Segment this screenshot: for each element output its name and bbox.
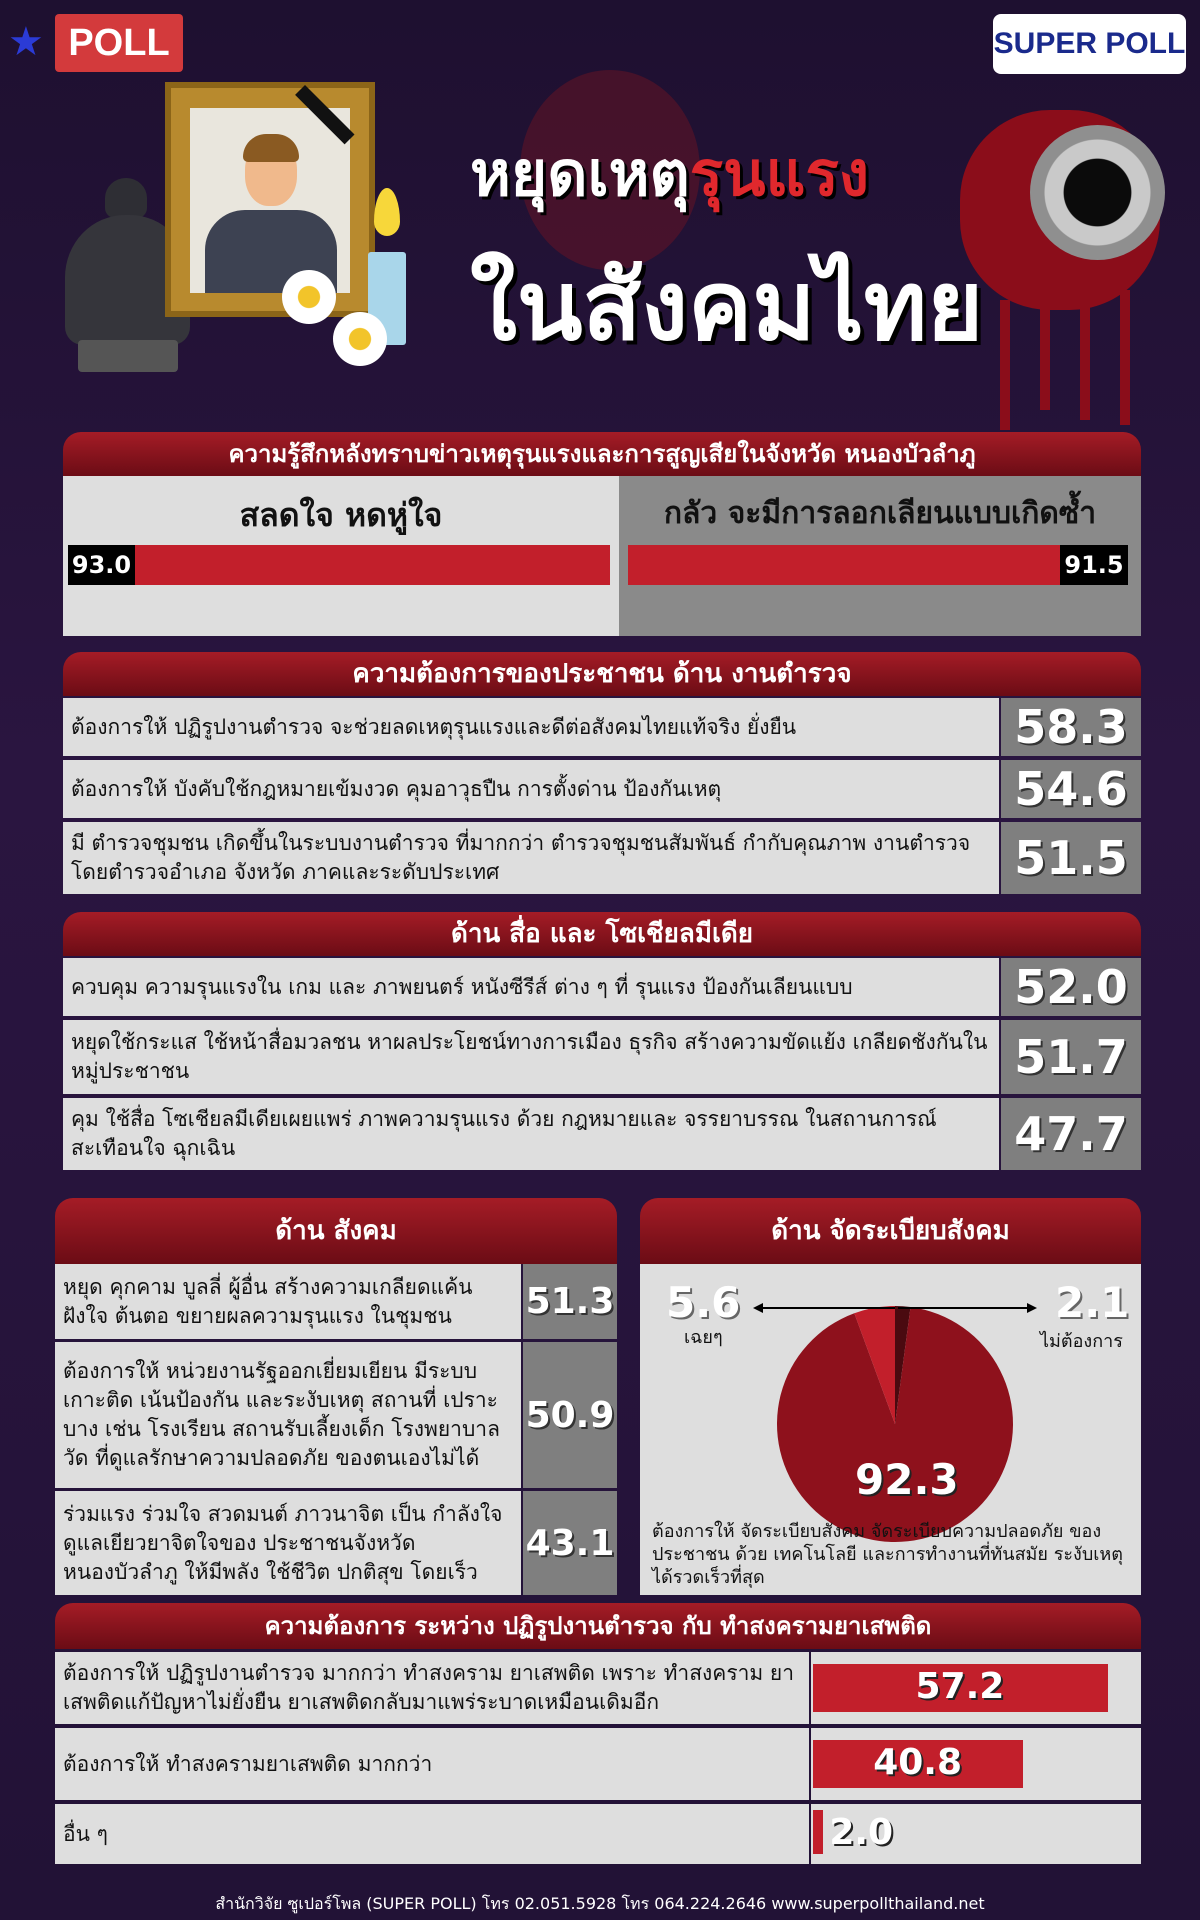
media-row: หยุดใช้กระแส ใช้หน้าสื่อมวลชน หาผลประโยชน์ทางการเมือง ธุรกิจ สร้างความขัดแย้ง เกลียดชังกันในหมู่ประชาชน	[63, 1020, 999, 1094]
society-row: ร่วมแรง ร่วมใจ สวดมนต์ ภาวนาจิต เป็น กำลังใจ ดูแลเยียวยาจิตใจของ ประชาชนจังหวัด หนองบัวลำภู ให้มีพลัง ใช้ชีวิต ปกติสุข โดยเร็ว	[55, 1491, 521, 1595]
feelings-panel-title: ความรู้สึกหลังทราบข่าวเหตุรุนแรงและการสูญเสียในจังหวัด หนองบัวลำภู	[63, 432, 1141, 476]
drugs-row: ต้องการให้ ทำสงครามยาเสพติด มากกว่า	[55, 1728, 809, 1800]
feelings-left-bar	[135, 545, 610, 585]
feelings-right-label: กลัว จะมีการลอกเลียนแบบเกิดซ้ำ	[663, 496, 1097, 531]
gun-barrel-illustration	[1030, 125, 1165, 260]
order-main-value: 92.3	[855, 1455, 959, 1504]
blood-drip	[1040, 300, 1050, 410]
police-row-value: 58.3	[1001, 698, 1141, 756]
right-pointer-arrow	[1027, 1303, 1037, 1313]
media-row: ควบคุม ความรุนแรงใน เกม และ ภาพยนตร์ หนังซีรีส์ ต่าง ๆ ที่ รุนแรง ป้องกันเลียนแบบ	[63, 958, 999, 1016]
left-pointer-arrow	[753, 1303, 763, 1313]
order-caption: ต้องการให้ จัดระเบียบสังคม จัดระเบียบความปลอดภัย ของประชาชน ด้วย เทคโนโลยี และการทำงานที่ทันสมัย ระงับเหตุได้รวดเร็วที่สุด	[652, 1521, 1123, 1588]
urn-lid-illustration	[105, 178, 147, 218]
flower-icon	[333, 312, 387, 366]
order-right-label: ไม่ต้องการ	[1040, 1331, 1123, 1352]
society-row: ต้องการให้ หน่วยงานรัฐออกเยี่ยมเยียน มีระบบ เกาะติด เน้นป้องกัน และระงับเหตุ สถานที่ เปราะบาง เช่น โรงเรียน สถานรับเลี้ยงเด็ก โรงพยาบาล วัด ที่ดูแลรักษาความปลอดภัย ของตนเองไม่ได้	[55, 1342, 521, 1488]
drugs-row: อื่น ๆ	[55, 1804, 809, 1864]
blood-drip	[1000, 300, 1010, 430]
media-row-value: 47.7	[1001, 1098, 1141, 1170]
drugs-row: ต้องการให้ ปฏิรูปงานตำรวจ มากกว่า ทำสงคราม ยาเสพติด เพราะ ทำสงคราม ยาเสพติดแก้ปัญหาไม่ยั่งยืน ยาเสพติดกลับมาแพร่ระบาดเหมือนเดิมอีก	[55, 1652, 809, 1724]
feelings-left-value: 93.0	[68, 545, 135, 585]
order-left-value: 5.6	[666, 1278, 741, 1327]
society-row-value: 43.1	[523, 1491, 617, 1595]
society-row: หยุด คุกคาม บูลลี่ ผู้อื่น สร้างความเกลียดแค้น ฝังใจ ต้นตอ ขยายผลความรุนแรง ในชุมชน	[55, 1264, 521, 1339]
feelings-right-value: 91.5	[1060, 545, 1128, 585]
society-row-value: 51.3	[523, 1264, 617, 1339]
order-panel-title: ด้าน จัดระเบียบสังคม	[640, 1198, 1141, 1264]
police-panel-title: ความต้องการของประชาชน ด้าน งานตำรวจ	[63, 652, 1141, 696]
media-row-value: 51.7	[1001, 1020, 1141, 1094]
feelings-left-label: สลดใจ หดหู่ใจ	[239, 496, 443, 534]
title-white-part: หยุดเหตุ	[470, 137, 690, 210]
blood-drip	[1080, 300, 1090, 420]
media-row-value: 52.0	[1001, 958, 1141, 1016]
society-panel-title: ด้าน สังคม	[55, 1198, 617, 1264]
page-title-line1	[470, 125, 869, 223]
drugs-bar	[813, 1810, 823, 1854]
poll-badge: POLL	[55, 14, 183, 72]
police-row: มี ตำรวจชุมชน เกิดขึ้นในระบบงานตำรวจ ที่มากกว่า ตำรวจชุมชนสัมพันธ์ กำกับคุณภาพ งานตำรวจ โดยตำรวจอำเภอ จังหวัด ภาคและระดับประเทศ	[63, 822, 999, 894]
society-row-value: 50.9	[523, 1342, 617, 1488]
flower-icon	[282, 270, 336, 324]
drugs-bar-value: 57.2	[915, 1666, 1005, 1707]
pie-slices	[777, 1306, 1013, 1542]
drugs-bar-value: 40.8	[873, 1742, 963, 1783]
title-red-part: รุนแรง	[689, 137, 870, 210]
police-row-value: 54.6	[1001, 760, 1141, 818]
page-title-line2: ในสังคมไทย	[470, 250, 984, 362]
police-row: ต้องการให้ บังคับใช้กฎหมายเข้มงวด คุมอาวุธปืน การตั้งด่าน ป้องกันเหตุ	[63, 760, 999, 818]
order-left-label: เฉยๆ	[684, 1327, 723, 1348]
blood-drip	[1120, 290, 1130, 425]
candle-flame-icon	[374, 188, 400, 236]
media-row: คุม ใช้สื่อ โซเชียลมีเดียเผยแพร่ ภาพความรุนแรง ด้วย กฎหมายและ จรรยาบรรณ ในสถานการณ์สะเทือนใจ ฉุกเฉิน	[63, 1098, 999, 1170]
police-row: ต้องการให้ ปฏิรูปงานตำรวจ จะช่วยลดเหตุรุนแรงและดีต่อสังคมไทยแท้จริง ยั่งยืน	[63, 698, 999, 756]
drugs-bar-value: 2.0	[829, 1812, 894, 1853]
media-panel-title: ด้าน สื่อ และ โซเชียลมีเดีย	[63, 912, 1141, 956]
drugs-panel-title: ความต้องการ ระหว่าง ปฏิรูปงานตำรวจ กับ ทำสงครามยาเสพติด	[55, 1603, 1141, 1649]
feelings-right-bar	[628, 545, 1060, 585]
star-icon: ★	[8, 19, 44, 65]
super-poll-logo: SUPER POLL	[993, 14, 1186, 74]
urn-base-illustration	[78, 340, 178, 372]
police-row-value: 51.5	[1001, 822, 1141, 894]
order-right-value: 2.1	[1055, 1278, 1130, 1327]
footer-contact: สำนักวิจัย ซูเปอร์โพล (SUPER POLL) โทร 02.051.5928 โทร 064.224.2646 www.superpollthailand.net	[215, 1894, 985, 1913]
